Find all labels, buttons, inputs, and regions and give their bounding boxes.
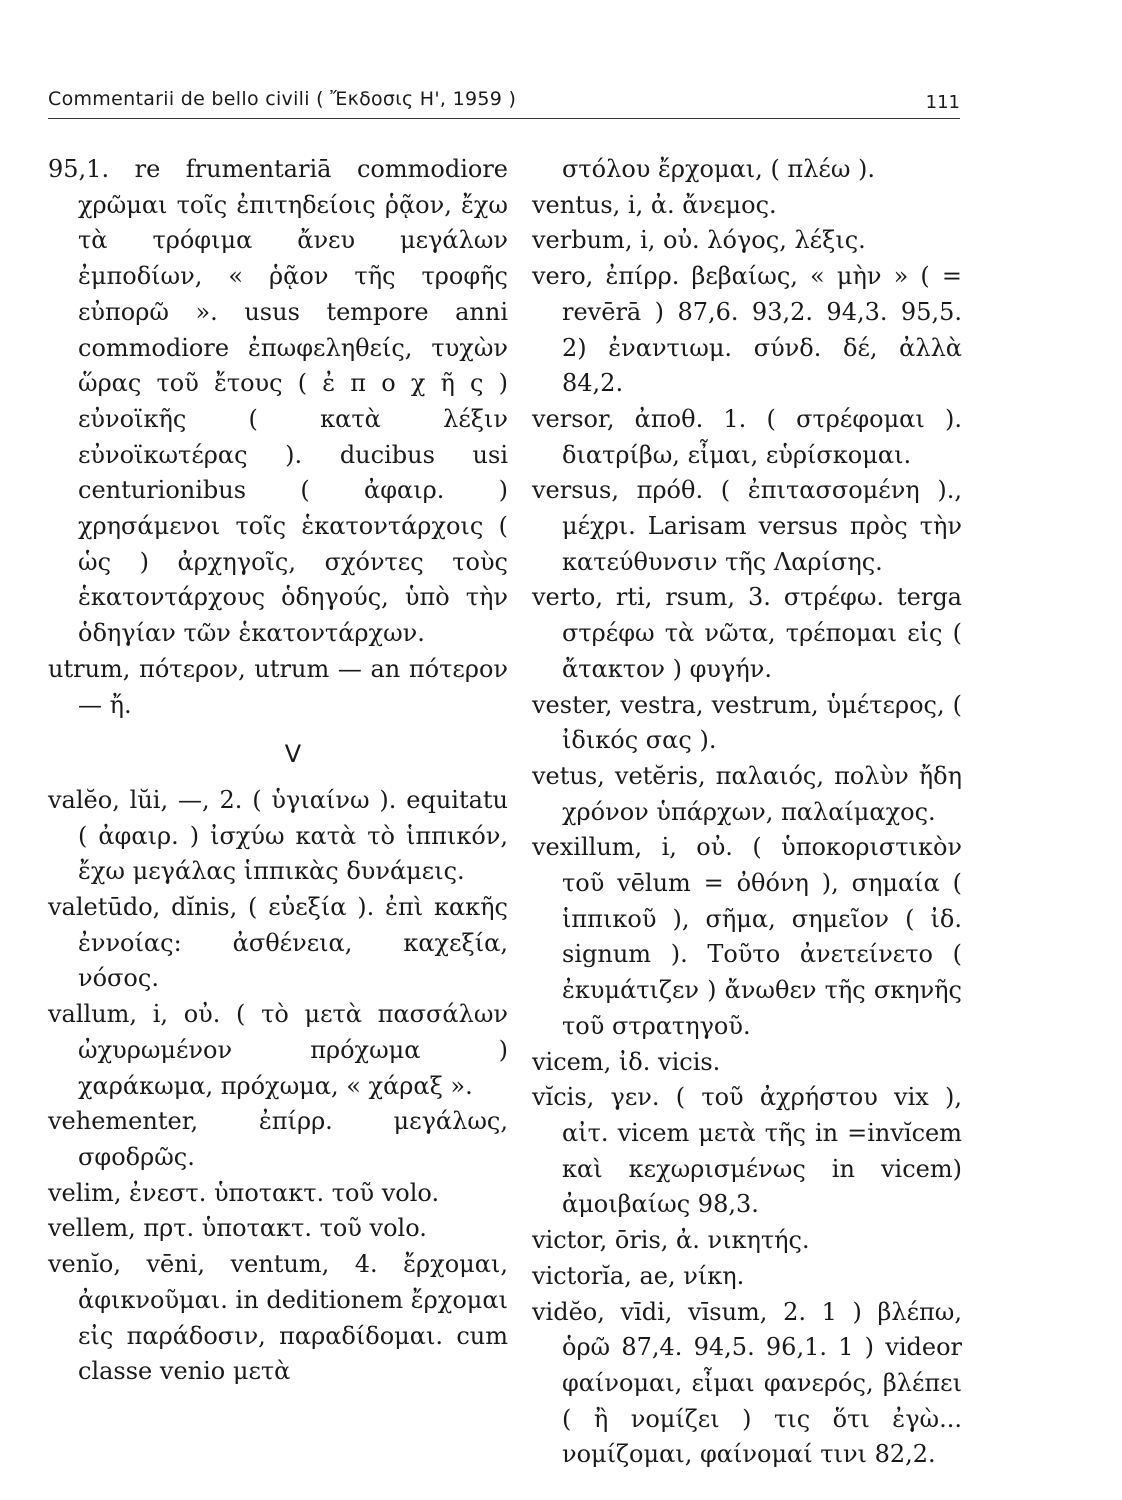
dictionary-entry: velim, ἐνεστ. ὑποτακτ. τοῦ volo. (48, 1178, 440, 1207)
dictionary-entry: venĭo, vēni, ventum, 4. ἔρχομαι, ἀφικνοῦμαι. in deditionem ἔρχομαι εἰς παράδοσιν, παραδίδομαι. cum classe venio μετὰ (48, 1250, 508, 1386)
left-column (48, 152, 508, 1390)
dictionary-entry: vallum, i, οὐ. ( τὸ μετὰ πασσάλων ὠχυρωμένον πρόχωμα ) χαράκωμα, πρόχωμα, « χάραξ ». (48, 1000, 508, 1100)
right-column (532, 152, 962, 1473)
dictionary-entry: verbum, i, οὐ. λόγος, λέξις. (532, 226, 866, 255)
dictionary-entry: 95,1. re frumentariā commodiore χρῶμαι τοῖς ἐπιτηδείοις ῥᾷον, ἔχω τὰ τρόφιμα ἄνευ μεγάλων ἐμποδίων, « ῥᾷον τῆς τροφῆς εὐπορῶ ». usus tempore anni commodiore ἐπωφεληθείς, τυχὼν ὥρας τοῦ ἔτους ( ἐ π ο χ ῆ ς ) εὐνοϊκῆς ( κατὰ λέξιν εὐνοϊκωτέρας ). ducibus usi centurionibus ( ἀφαιρ. ) χρησάμενοι τοῖς ἑκατοντάρχοις ( ὡς ) ἀρχηγοῖς, σχόντες τοὺς ἑκατοντάρχους ὁδηγούς, ὑπὸ τὴν ὁδηγίαν τῶν ἑκατοντάρχων. (48, 155, 508, 648)
dictionary-entry: vellem, πρτ. ὑποτακτ. τοῦ volo. (48, 1214, 427, 1243)
header-title: Commentarii de bello civili ( Ἔκδοσις Η', 1959 ) (48, 88, 517, 110)
dictionary-entry: ventus, i, ἀ. ἄνεμος. (532, 190, 777, 219)
page-number: 111 (925, 92, 960, 113)
dictionary-entry: vester, vestra, vestrum, ὑμέτερος, ( ἰδικός σας ). (532, 690, 962, 755)
dictionary-entry: vexillum, i, οὐ. ( ὑποκοριστικὸν τοῦ vēlum = ὀθόνη ), σημαία ( ἱππικοῦ ), σῆμα, σημεῖον ( ἰδ. signum ). Τοῦτο ἀνετείνετο ( ἐκυμάτιζεν ) ἄνωθεν τῆς σκηνῆς τοῦ στρατηγοῦ. (532, 833, 962, 1040)
dictionary-entry: versor, ἀποθ. 1. ( στρέφομαι ). διατρίβω, εἶμαι, εὑρίσκομαι. (532, 404, 962, 469)
dictionary-entry: victor, ōris, ἀ. νικητής. (532, 1226, 810, 1255)
dictionary-entry: vidĕo, vīdi, vīsum, 2. 1 ) βλέπω, ὁρῶ 87,4. 94,5. 96,1. 1 ) videor φαίνομαι, εἶμαι φανερός, βλέπει ( ἢ νομίζει ) τις ὅτι ἐγὼ... νομίζομαι, φαίνομαί τινι 82,2. (532, 1297, 962, 1469)
dictionary-entry: vicem, ἰδ. vicis. (532, 1047, 721, 1076)
dictionary-entry: valĕo, lŭi, —, 2. ( ὑγιαίνω ). equitatu ( ἀφαιρ. ) ἰσχύω κατὰ τὸ ἱππικόν, ἔχω μεγάλας ἱππικὰς δυνάμεις. (48, 785, 508, 886)
dictionary-entry: vĭcis, γεν. ( τοῦ ἀχρήστου vix ), αἰτ. vicem μετὰ τῆς in =invĭcem καὶ κεχωρισμένως in vicem) ἀμοιβαίως 98,3. (532, 1083, 962, 1219)
dictionary-entry: vehementer, ἐπίρρ. μεγάλως, σφοδρῶς. (48, 1107, 508, 1171)
dictionary-entry: valetūdo, dĭnis, ( εὐεξία ). ἐπὶ κακῆς ἐννοίας: ἀσθένεια, καχεξία, νόσος. (48, 893, 508, 993)
dictionary-entry: verto, rti, rsum, 3. στρέφω. terga στρέφω τὰ νῶτα, τρέπομαι εἰς ( ἄτακτον ) φυγήν. (532, 583, 962, 683)
running-header (48, 88, 960, 119)
dictionary-entry: vetus, vetĕris, παλαιός, πολὺν ἤδη χρόνον ὑπάρχων, παλαίμαχος. (532, 761, 962, 826)
letter-heading: V (284, 740, 302, 769)
dictionary-entry: versus, πρόθ. ( ἐπιτασσομένη )., μέχρι. Larisam versus πρὸς τὴν κατεύθυνσιν τῆς Λαρίσης. (532, 476, 962, 576)
dictionary-entry: utrum, πότερον, utrum — an πότερον — ἤ. (48, 654, 508, 719)
entry-continuation: στόλου ἔρχομαι, ( πλέω ). (562, 155, 876, 183)
dictionary-entry: vero, ἐπίρρ. βεβαίως, « μὴν » ( = revērā ) 87,6. 93,2. 94,3. 95,5. 2) ἐναντιωμ. σύνδ. δέ, ἀλλὰ 84,2. (532, 262, 962, 398)
dictionary-entry: victorĭa, ae, νίκη. (532, 1261, 745, 1290)
